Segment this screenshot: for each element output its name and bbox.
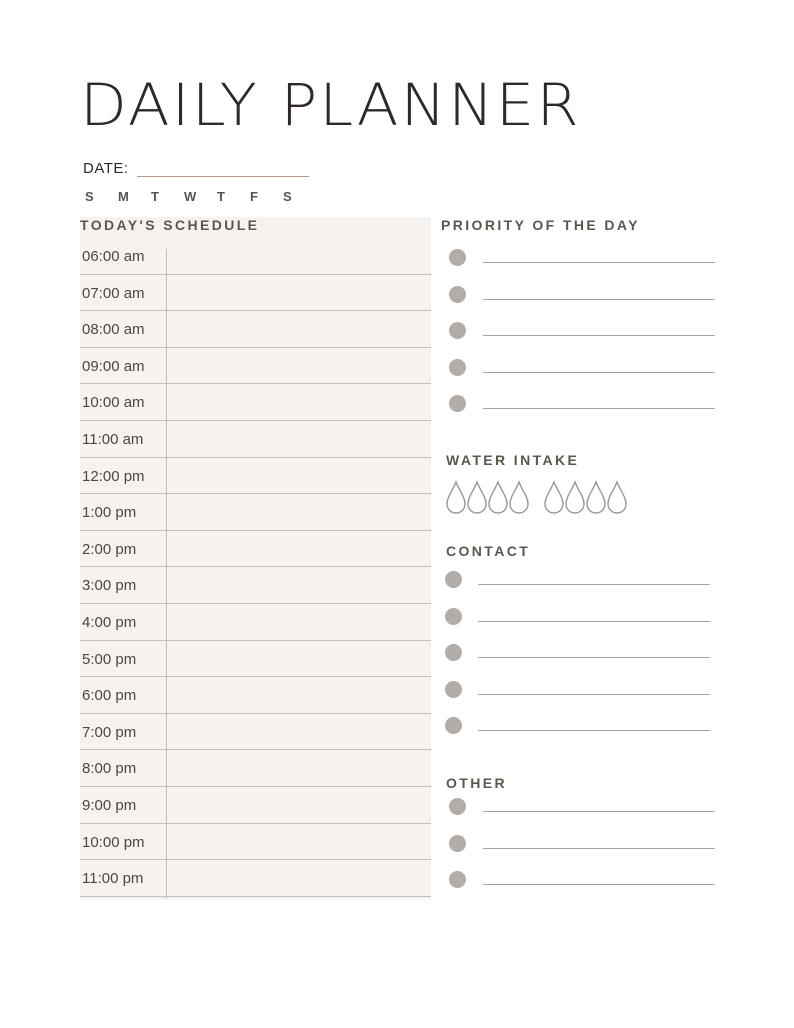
water-drops (445, 480, 635, 516)
priority-heading: PRIORITY OF THE DAY (441, 217, 640, 233)
contact-checkbox[interactable] (445, 717, 462, 734)
priority-item (449, 313, 715, 350)
schedule-row[interactable] (80, 787, 431, 824)
schedule-row[interactable] (80, 238, 431, 275)
schedule-row[interactable] (80, 458, 431, 495)
page-title: DAILY PLANNER (80, 71, 581, 139)
priority-checkbox[interactable] (449, 286, 466, 303)
other-entry-line[interactable] (483, 811, 715, 812)
schedule-time-label: 1:00 pm (82, 504, 137, 522)
contact-entry-line[interactable] (478, 657, 710, 658)
priority-checkbox[interactable] (449, 322, 466, 339)
schedule-time-label: 8:00 pm (82, 760, 137, 778)
schedule-time-label: 06:00 am (82, 248, 145, 265)
schedule-time-label: 6:00 pm (82, 687, 137, 705)
schedule-divider (166, 249, 167, 899)
schedule-row[interactable] (80, 494, 431, 531)
priority-checkbox[interactable] (449, 359, 466, 376)
schedule-time-label: 11:00 pm (82, 870, 144, 888)
schedule-time-label: 7:00 pm (82, 723, 137, 741)
schedule-row[interactable] (80, 311, 431, 348)
schedule-time-label: 4:00 pm (82, 613, 137, 631)
schedule-panel (80, 217, 431, 899)
schedule-row[interactable] (80, 567, 431, 604)
schedule-time-label: 2:00 pm (82, 540, 137, 558)
schedule-time-label: 10:00 pm (82, 833, 145, 851)
priority-item (449, 386, 715, 423)
schedule-heading: TODAY'S SCHEDULE (80, 217, 260, 233)
schedule-row[interactable] (80, 384, 431, 421)
schedule-row[interactable] (80, 641, 431, 678)
water-intake-tracker (445, 480, 635, 516)
priority-entry-line[interactable] (483, 408, 715, 409)
contact-entry-line[interactable] (478, 694, 710, 695)
schedule-time-label: 07:00 am (82, 284, 145, 302)
other-item (449, 862, 715, 899)
contact-item (445, 562, 711, 599)
weekday-selector (85, 189, 316, 204)
priority-checkbox[interactable] (449, 395, 466, 412)
contact-item (445, 635, 711, 672)
other-list (449, 789, 715, 899)
water-drop-icon[interactable] (468, 482, 486, 513)
schedule-row[interactable] (80, 860, 431, 897)
schedule-rows (80, 238, 431, 897)
date-label: DATE: (83, 160, 129, 177)
contact-item (445, 672, 711, 709)
priority-entry-line[interactable] (483, 299, 715, 300)
schedule-row[interactable] (80, 750, 431, 787)
priority-entry-line[interactable] (483, 372, 715, 373)
water-intake-heading: WATER INTAKE (446, 452, 580, 468)
water-drop-icon[interactable] (447, 482, 465, 513)
schedule-time-label: 3:00 pm (82, 577, 137, 595)
priority-entry-line[interactable] (483, 335, 715, 336)
water-drop-icon[interactable] (489, 482, 507, 513)
contact-checkbox[interactable] (445, 608, 462, 625)
contact-entry-line[interactable] (478, 730, 710, 731)
water-drop-icon[interactable] (608, 482, 626, 513)
contact-entry-line[interactable] (478, 584, 710, 585)
schedule-time-label: 5:00 pm (82, 650, 137, 668)
schedule-time-label: 9:00 pm (82, 796, 137, 814)
water-drop-icon[interactable] (545, 482, 563, 513)
schedule-row[interactable] (80, 531, 431, 568)
water-drop-icon[interactable] (510, 482, 528, 513)
day-tuesday[interactable]: T (151, 189, 159, 204)
other-entry-line[interactable] (483, 848, 715, 849)
other-item (449, 789, 715, 826)
contact-heading: CONTACT (446, 543, 531, 559)
other-item (449, 826, 715, 863)
other-entry-line[interactable] (483, 884, 715, 885)
other-checkbox[interactable] (449, 871, 466, 888)
other-checkbox[interactable] (449, 835, 466, 852)
day-wednesday[interactable]: W (184, 189, 197, 204)
priority-item (449, 277, 715, 314)
day-monday[interactable]: M (118, 189, 129, 204)
contact-entry-line[interactable] (478, 621, 710, 622)
contact-item (445, 708, 711, 745)
contact-item (445, 599, 711, 636)
other-heading: OTHER (446, 775, 507, 791)
schedule-row[interactable] (80, 348, 431, 385)
schedule-row[interactable] (80, 677, 431, 714)
contact-checkbox[interactable] (445, 644, 462, 661)
other-checkbox[interactable] (449, 798, 466, 815)
schedule-time-label: 09:00 am (82, 357, 145, 375)
priority-checkbox[interactable] (449, 249, 466, 266)
day-thursday[interactable]: T (217, 189, 225, 204)
schedule-row[interactable] (80, 824, 431, 861)
schedule-row[interactable] (80, 275, 431, 312)
priority-entry-line[interactable] (483, 262, 715, 263)
schedule-time-label: 10:00 am (82, 394, 145, 412)
day-sunday[interactable]: S (85, 189, 94, 204)
priority-item (449, 350, 715, 387)
schedule-row[interactable] (80, 604, 431, 641)
contact-list (445, 562, 711, 745)
day-friday[interactable]: F (250, 189, 258, 204)
priority-item (449, 240, 715, 277)
schedule-time-label: 08:00 am (82, 321, 145, 339)
schedule-time-label: 11:00 am (82, 430, 144, 448)
contact-checkbox[interactable] (445, 571, 462, 588)
schedule-time-label: 12:00 pm (82, 467, 145, 485)
date-row (83, 160, 309, 177)
water-drop-icon[interactable] (587, 482, 605, 513)
contact-checkbox[interactable] (445, 681, 462, 698)
date-field[interactable] (137, 161, 309, 177)
water-drop-icon[interactable] (566, 482, 584, 513)
priority-list (449, 240, 715, 423)
day-saturday[interactable]: S (283, 189, 292, 204)
schedule-row[interactable] (80, 421, 431, 458)
schedule-row[interactable] (80, 714, 431, 751)
